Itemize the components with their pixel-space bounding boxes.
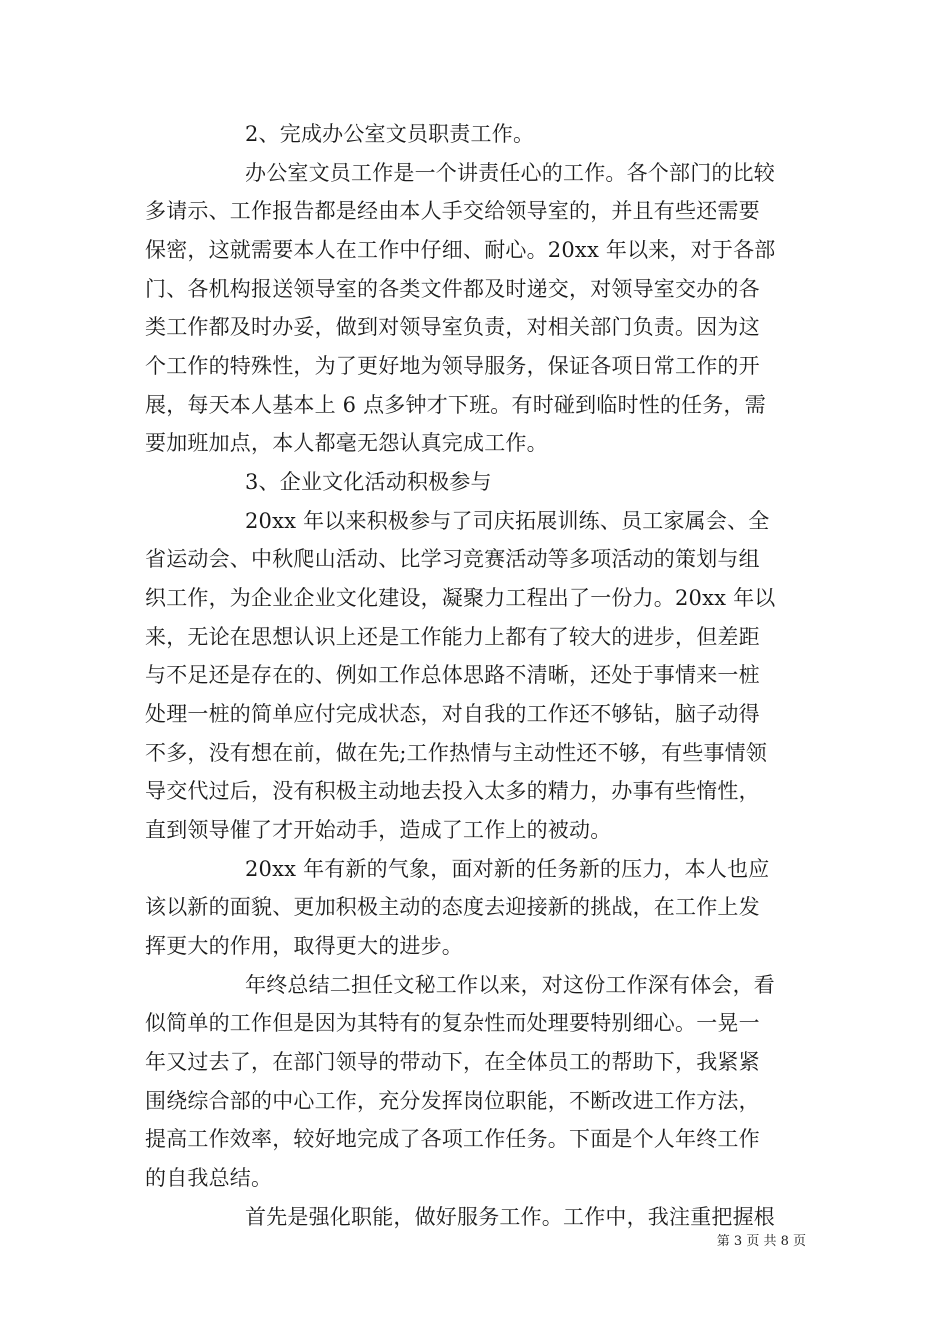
paragraph-line: 提高工作效率，较好地完成了各项工作任务。下面是个人年终工作 bbox=[145, 1127, 760, 1151]
paragraph-line: 导交代过后，没有积极主动地去投入太多的精力，办事有些惰性， bbox=[145, 779, 760, 803]
paragraph-line: 门、各机构报送领导室的各类文件都及时递交，对领导室交办的各 bbox=[145, 277, 760, 301]
paragraph-line: 的自我总结。 bbox=[145, 1166, 273, 1190]
paragraph-line: 处理一桩的简单应付完成状态，对自我的工作还不够钻，脑子动得 bbox=[145, 702, 760, 726]
paragraph-line: 年又过去了，在部门领导的带动下，在全体员工的帮助下，我紧紧 bbox=[145, 1050, 760, 1074]
paragraph-line: 类工作都及时办妥，做到对领导室负责，对相关部门负责。因为这 bbox=[145, 315, 760, 339]
paragraph-line: 不多，没有想在前，做在先;工作热情与主动性还不够，有些事情领 bbox=[145, 741, 768, 765]
paragraph-line: 围绕综合部的中心工作，充分发挥岗位职能，不断改进工作方法， bbox=[145, 1089, 760, 1113]
paragraph-line: 年终总结二担任文秘工作以来，对这份工作深有体会，看 bbox=[245, 973, 775, 997]
paragraph-line: 20xx 年以来积极参与了司庆拓展训练、员工家属会、全 bbox=[245, 509, 770, 533]
paragraph-line: 与不足还是存在的、例如工作总体思路不清晰，还处于事情来一桩 bbox=[145, 663, 760, 687]
paragraph-line: 个工作的特殊性，为了更好地为领导服务，保证各项日常工作的开 bbox=[145, 354, 760, 378]
paragraph-line: 办公室文员工作是一个讲责任心的工作。各个部门的比较 bbox=[245, 161, 775, 185]
paragraph-line: 织工作，为企业企业文化建设，凝聚力工程出了一份力。20xx 年以 bbox=[145, 586, 776, 610]
paragraph-line: 要加班加点，本人都毫无怨认真完成工作。 bbox=[145, 431, 548, 455]
paragraph-line: 挥更大的作用，取得更大的进步。 bbox=[145, 934, 463, 958]
paragraph-line: 首先是强化职能，做好服务工作。工作中，我注重把握根 bbox=[245, 1205, 775, 1229]
page-number-footer: 第 3 页 共 8 页 bbox=[716, 1234, 806, 1249]
heading-corporate-culture: 3、企业文化活动积极参与 bbox=[245, 470, 492, 494]
heading-office-clerk-duties: 2、完成办公室文员职责工作。 bbox=[245, 122, 535, 146]
paragraph-line: 展，每天本人基本上 6 点多钟才下班。有时碰到临时性的任务，需 bbox=[145, 393, 766, 417]
paragraph-line: 省运动会、中秋爬山活动、比学习竞赛活动等多项活动的策划与组 bbox=[145, 547, 760, 571]
paragraph-line: 似简单的工作但是因为其特有的复杂性而处理要特别细心。一晃一 bbox=[145, 1011, 760, 1035]
paragraph-line: 20xx 年有新的气象，面对新的任务新的压力，本人也应 bbox=[245, 857, 770, 881]
paragraph-line: 保密，这就需要本人在工作中仔细、耐心。20xx 年以来，对于各部 bbox=[145, 238, 776, 262]
paragraph-line: 来，无论在思想认识上还是工作能力上都有了较大的进步，但差距 bbox=[145, 625, 760, 649]
paragraph-line: 直到领导催了才开始动手，造成了工作上的被动。 bbox=[145, 818, 612, 842]
paragraph-line: 多请示、工作报告都是经由本人手交给领导室的，并且有些还需要 bbox=[145, 199, 760, 223]
paragraph-line: 该以新的面貌、更加积极主动的态度去迎接新的挑战，在工作上发 bbox=[145, 895, 760, 919]
